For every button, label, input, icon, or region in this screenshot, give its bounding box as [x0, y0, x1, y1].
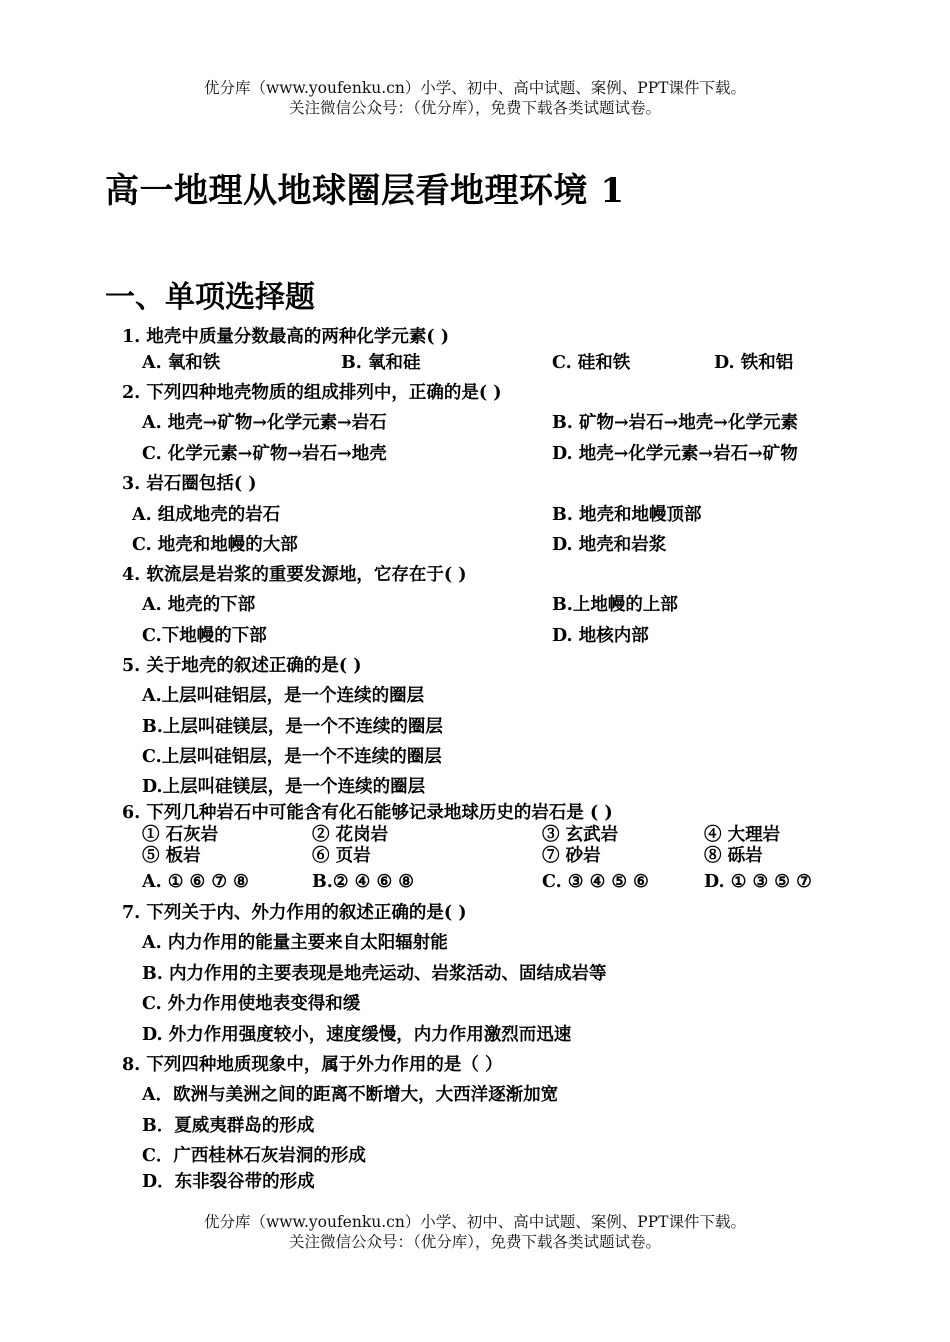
question-6-item-1: ① 石灰岩 — [142, 825, 219, 845]
question-1-option-a: A. 氧和铁 — [142, 353, 221, 373]
question-1-option-d: D. 铁和铝 — [714, 353, 794, 373]
question-6-item-8: ⑧ 砾岩 — [704, 846, 763, 866]
question-3-option-b: B. 地壳和地幔顶部 — [552, 505, 702, 525]
question-4-stem: 4. 软流层是岩浆的重要发源地，它存在于( ) — [122, 565, 467, 585]
question-2-stem: 2. 下列四种地壳物质的组成排列中，正确的是( ) — [122, 383, 502, 403]
page-title: 高一地理从地球圈层看地理环境 1 — [105, 171, 625, 211]
question-4-option-b: B.上地幔的上部 — [552, 595, 678, 615]
question-6-stem: 6. 下列几种岩石中可能含有化石能够记录地球历史的岩石是 ( ) — [122, 803, 613, 823]
question-5-option-b: B.上层叫硅镁层，是一个不连续的圈层 — [142, 717, 443, 737]
question-6-option-c: C. ③ ④ ⑤ ⑥ — [542, 872, 649, 892]
question-7-option-d: D. 外力作用强度较小，速度缓慢，内力作用激烈而迅速 — [142, 1025, 572, 1045]
question-7-option-b: B. 内力作用的主要表现是地壳运动、岩浆活动、固结成岩等 — [142, 964, 607, 984]
question-6-item-6: ⑥ 页岩 — [312, 846, 371, 866]
question-5-option-a: A.上层叫硅铝层，是一个连续的圈层 — [142, 686, 425, 706]
question-8-option-c: C．广西桂林石灰岩洞的形成 — [142, 1146, 366, 1166]
question-4-option-a: A. 地壳的下部 — [142, 595, 256, 615]
question-6-item-4: ④ 大理岩 — [704, 825, 781, 845]
question-5-option-c: C.上层叫硅铝层，是一个不连续的圈层 — [142, 747, 442, 767]
question-3-option-d: D. 地壳和岩浆 — [552, 535, 667, 555]
question-6-option-d: D. ① ③ ⑤ ⑦ — [704, 872, 812, 892]
footer-line-1: 优分库（www.youfenku.cn）小学、初中、高中试题、案例、PPT课件下载。 — [203, 1213, 747, 1231]
question-1-option-c: C. 硅和铁 — [552, 353, 631, 373]
question-8-stem: 8. 下列四种地质现象中，属于外力作用的是（ ） — [122, 1055, 503, 1075]
question-7-option-a: A. 内力作用的能量主要来自太阳辐射能 — [142, 933, 448, 953]
question-3-stem: 3. 岩石圈包括( ) — [122, 474, 257, 494]
question-1-stem: 1. 地壳中质量分数最高的两种化学元素( ) — [122, 327, 450, 347]
question-4-option-d: D. 地核内部 — [552, 626, 649, 646]
footer-line-2: 关注微信公众号：（优分库），免费下载各类试题试卷。 — [288, 1233, 661, 1251]
question-6-option-b: B.② ④ ⑥ ⑧ — [312, 872, 414, 892]
question-2-option-c: C. 化学元素→矿物→岩石→地壳 — [142, 444, 387, 464]
question-2-option-d: D. 地壳→化学元素→岩石→矿物 — [552, 444, 798, 464]
question-8-option-b: B．夏威夷群岛的形成 — [142, 1116, 315, 1136]
question-3-option-c: C. 地壳和地幔的大部 — [132, 535, 298, 555]
question-6-option-a: A. ① ⑥ ⑦ ⑧ — [142, 872, 249, 892]
header-line-1: 优分库（www.youfenku.cn）小学、初中、高中试题、案例、PPT课件下载。 — [203, 79, 747, 97]
question-7-stem: 7. 下列关于内、外力作用的叙述正确的是( ) — [122, 903, 467, 923]
question-6-item-3: ③ 玄武岩 — [542, 825, 619, 845]
section-title: 一、单项选择题 — [105, 280, 315, 315]
question-6-item-7: ⑦ 砂岩 — [542, 846, 601, 866]
question-8-option-d: D．东非裂谷带的形成 — [142, 1172, 315, 1192]
question-6-item-2: ② 花岗岩 — [312, 825, 389, 845]
question-8-option-a: A．欧洲与美洲之间的距离不断增大，大西洋逐渐加宽 — [142, 1085, 559, 1105]
question-2-option-a: A. 地壳→矿物→化学元素→岩石 — [142, 413, 387, 433]
question-5-option-d: D.上层叫硅镁层，是一个连续的圈层 — [142, 777, 426, 797]
question-5-stem: 5. 关于地壳的叙述正确的是( ) — [122, 656, 362, 676]
header-line-2: 关注微信公众号：（优分库），免费下载各类试题试卷。 — [288, 99, 661, 117]
question-6-item-5: ⑤ 板岩 — [142, 846, 201, 866]
question-2-option-b: B. 矿物→岩石→地壳→化学元素 — [552, 413, 798, 433]
question-3-option-a: A. 组成地壳的岩石 — [132, 505, 281, 525]
question-1-option-b: B. 氧和硅 — [341, 353, 421, 373]
question-4-option-c: C.下地幔的下部 — [142, 626, 267, 646]
question-7-option-c: C. 外力作用使地表变得和缓 — [142, 994, 361, 1014]
